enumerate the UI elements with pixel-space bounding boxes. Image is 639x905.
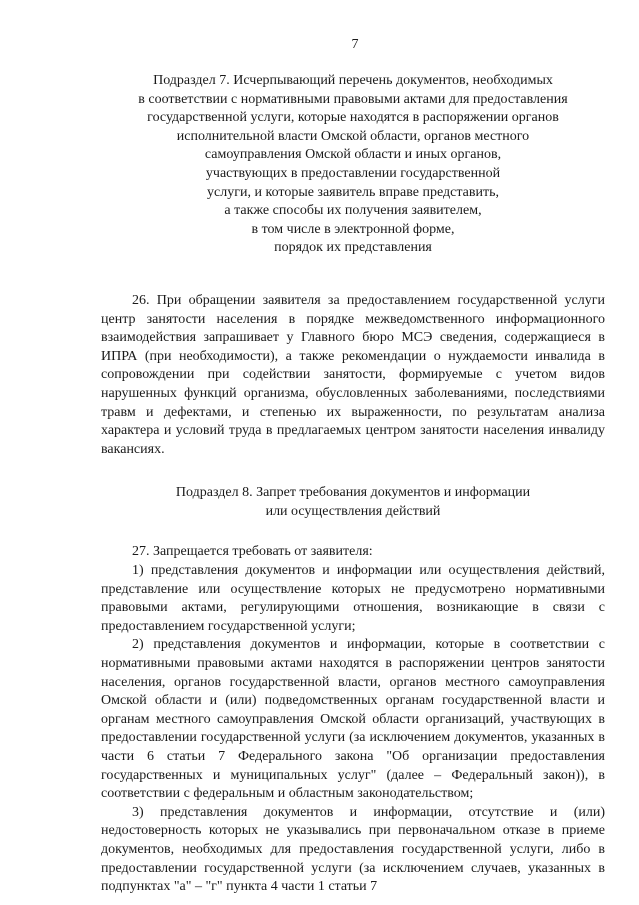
heading-line: государственной услуги, которые находятся в распоряжении органов <box>147 110 559 126</box>
heading-line: порядок их представления <box>274 240 432 256</box>
heading-line: в соответствии с нормативными правовыми актами для предоставления <box>138 91 568 107</box>
spacer <box>101 258 605 292</box>
heading-line: а также способы их получения заявителем, <box>224 203 482 219</box>
heading-line: Подраздел 8. Запрет требования документов и информации <box>175 485 531 501</box>
subsection-7-heading <box>101 72 605 258</box>
heading-line: Подраздел 7. Исчерпывающий перечень документов, необходимых <box>153 73 553 88</box>
heading-line: участвующих в предоставлении государственной <box>205 165 501 181</box>
paragraph-27-item-2: 2) представления документов и информации, которые в соответствии с нормативными правовыми актами находятся в распоряжении центров занятости населения, органов государственной власти, органов местного самоуправления Омской области и (или) подведомственных органам государственной власти и органам местного самоуправления Омской области организаций, участвующих в предоставлении государственной услуги (за исключением документов, указанных в части 6 статьи 7 Федерального закона "Об организации предоставления государственных и муниципальных услуг" (далее – Федеральный закон)), в соответствии с федеральным и областным законодательством; <box>101 637 605 802</box>
spacer <box>101 459 605 484</box>
heading-line: или осуществления действий <box>265 503 441 519</box>
heading-line: услуги, и которые заявитель вправе представить, <box>207 184 499 200</box>
page-number: 7 <box>351 37 359 52</box>
subsection-8-heading <box>101 484 605 521</box>
paragraph-27-item-3: 3) представления документов и информации, отсутствие и (или) недостоверность которых не указывались при первоначальном отказе в приеме документов, необходимых для предоставления государственной услуги, либо в предоставлении государственной услуги (за исключением случаев, указанных в подпунктах "а" – "г" пункта 4 части 1 статьи 7 <box>101 804 605 895</box>
paragraph-27-intro: 27. Запрещается требовать от заявителя: <box>132 544 373 560</box>
spacer <box>101 521 605 543</box>
heading-line: в том числе в электронной форме, <box>251 221 455 237</box>
heading-line: исполнительной власти Омской области, органов местного <box>176 128 530 144</box>
heading-line: самоуправления Омской области и иных органов, <box>204 147 502 163</box>
paragraph-27-item-1: 1) представления документов и информации или осуществления действий, представление или осуществление которых не предусмотрено нормативными правовыми актами, регулирующими отношения, возникающие в связи с предоставлением государственной услуги; <box>101 563 605 634</box>
paragraph-26: 26. При обращении заявителя за предоставлением государственной услуги центр занятости населения в порядке межведомственного информационного взаимодействия запрашивает у Главного бюро МСЭ сведения, содержащиеся в ИПРА (при необходимости), а также рекомендации о нуждаемости инвалида в сопровождении при содействии занятости, формируемые с учетом видов нарушенных функций организма, обусловленных заболеваниями, последствиями травм и дефектами, и степенью их выраженности, по результатам анализа характера и условий труда в предлагаемых центром занятости населения инвалиду вакансиях. <box>101 292 605 457</box>
